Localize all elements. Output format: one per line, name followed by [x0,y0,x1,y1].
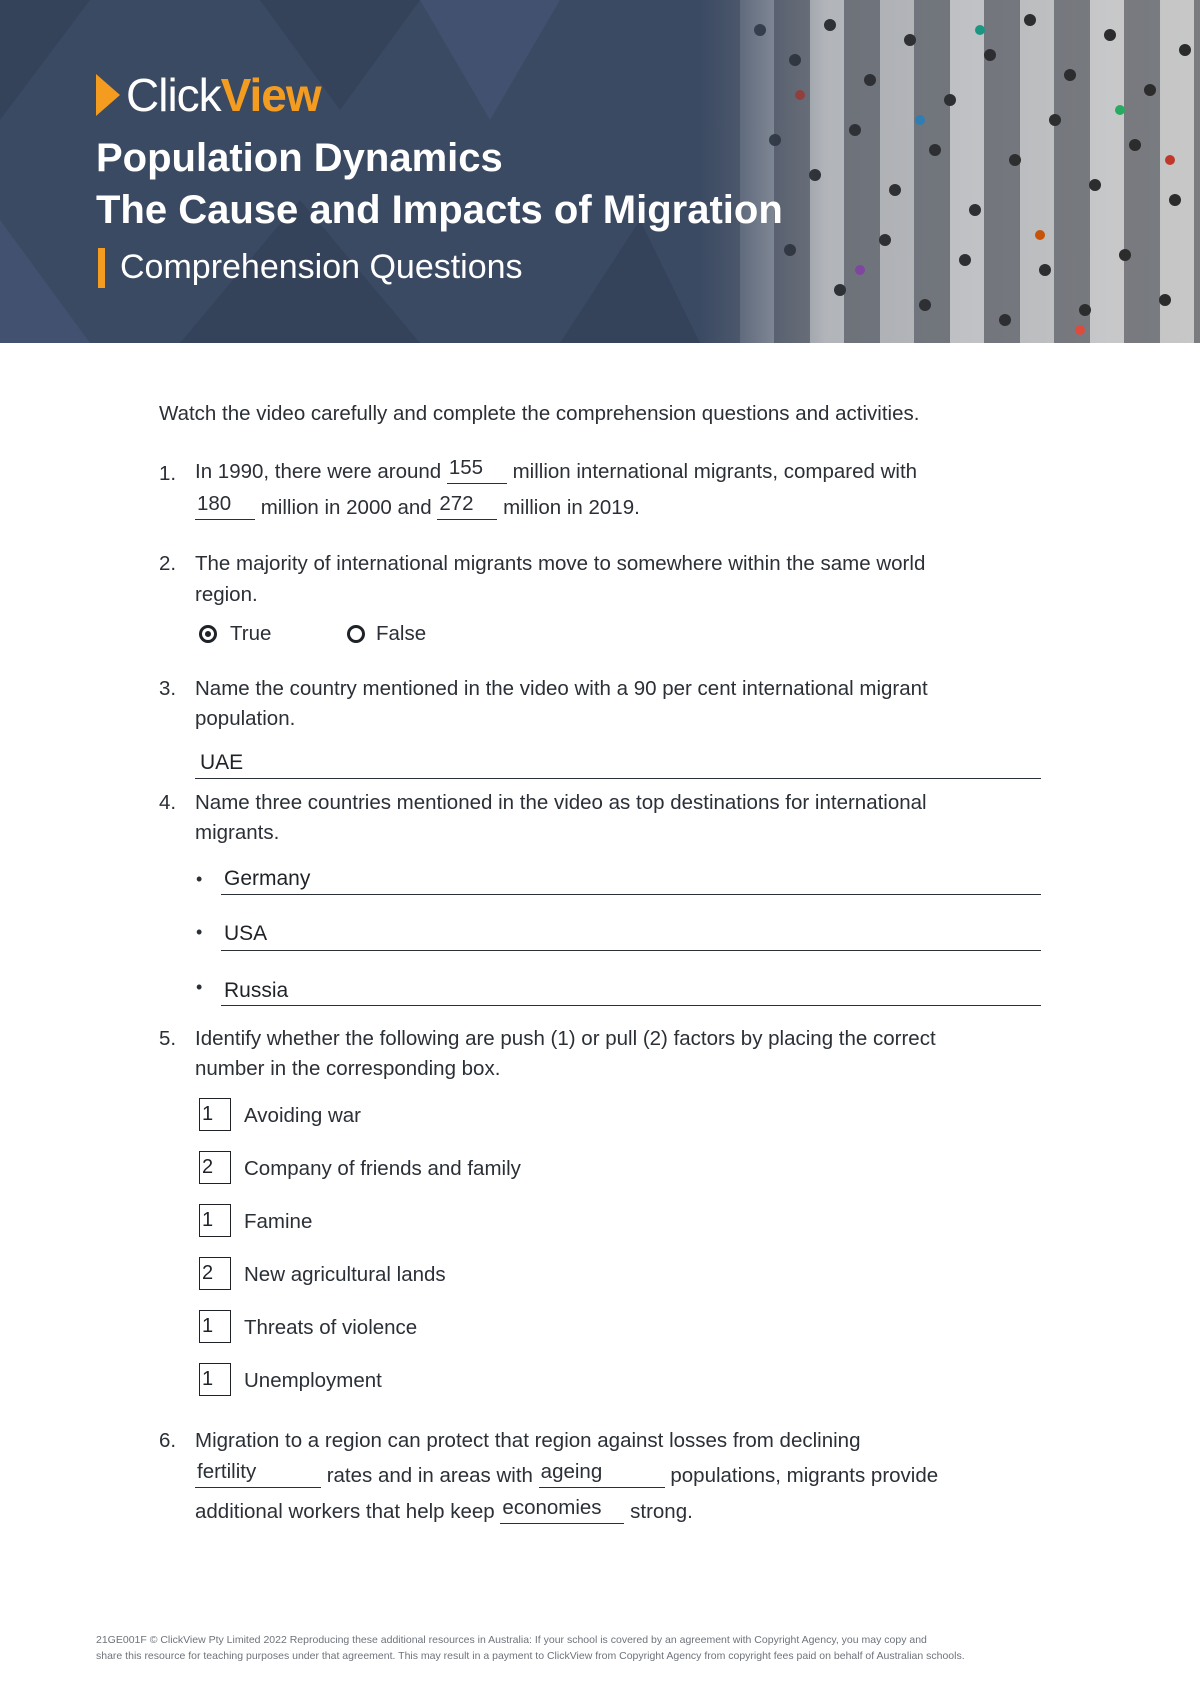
q3-answer[interactable]: UAE [200,751,244,774]
q5-line1: Identify whether the following are push (1) or pull (2) factors by placing the correct [195,1027,936,1050]
q4-line2: migrants. [195,821,280,844]
q4-answer-1[interactable]: Germany [224,867,311,890]
footer-line-2: share this resource for teaching purposes under that agreement. This may result in a payment to ClickView from Copyright Agency from copyright fees paid on behalf of Australian schools. [96,1650,965,1662]
q5-label-1: Avoiding war [244,1104,361,1127]
q5-line2: number in the corresponding box. [195,1057,501,1080]
q4-answer-line-3 [221,1005,1041,1006]
q6-text-5: strong. [630,1500,693,1523]
q1-answer-2019[interactable] [437,492,497,520]
q5-label-2: Company of friends and family [244,1157,521,1180]
radio-true[interactable] [199,625,217,643]
q5-box-4[interactable]: 2 [199,1257,231,1290]
header-banner [0,0,1200,343]
footer-copyright [96,1632,1116,1664]
clickview-logo [96,69,321,121]
q6-answer3-text: economies [502,1496,602,1519]
subtitle: Comprehension Questions [120,248,523,286]
q3-number: 3. [159,677,177,700]
logo-view-text: View [220,69,321,121]
q5-box-1[interactable]: 1 [199,1098,231,1131]
crowd-photo [700,0,1200,343]
q5-label-4: New agricultural lands [244,1263,446,1286]
q2-line1: The majority of international migrants move to somewhere within the same world [195,552,926,575]
footer-line-1: 21GE001F © ClickView Pty Limited 2022 Reproducing these additional resources in Australia: If your school is covered by an agreement with Copyright Agency, you may copy and [96,1634,927,1646]
q6-answer-economies[interactable] [500,1496,624,1524]
q6-line3 [195,1496,693,1524]
q5-number: 5. [159,1027,177,1050]
q2-number: 2. [159,552,177,575]
q1-answer1-text: 155 [448,456,484,479]
q1-text-3: million in 2000 and [260,496,432,519]
bullet-icon: • [196,922,203,942]
q6-line2 [195,1460,939,1488]
radio-true-dot [205,631,211,637]
q5-box-2[interactable]: 2 [199,1151,231,1184]
intro-text: Watch the video carefully and complete the comprehension questions and activities. [159,402,920,425]
radio-false-label: False [376,622,427,645]
q1-text-2: million international migrants, compared with [512,460,918,483]
q3-answer-line [195,778,1041,779]
q3-line1: Name the country mentioned in the video with a 90 per cent international migrant [195,677,928,700]
q5-label-3: Famine [244,1210,313,1233]
q6-number: 6. [159,1429,177,1452]
radio-true-label: True [230,622,272,645]
q6-answer-fertility[interactable] [195,1460,321,1488]
q6-text-3: populations, migrants provide [670,1464,939,1487]
play-icon [96,74,120,116]
q4-answer-3[interactable]: Russia [224,979,289,1002]
q1-number: 1. [159,462,177,485]
q6-line1: Migration to a region can protect that region against losses from declining [195,1429,861,1452]
title-line-2: The Cause and Impacts of Migration [96,188,783,232]
q1-line2 [195,492,640,520]
q6-answer2-text: ageing [540,1460,603,1483]
title-line-1: Population Dynamics [96,136,503,180]
q1-line1 [195,456,918,484]
q2-line2: region. [195,583,258,606]
q1-text-1: In 1990, there were around [195,460,442,483]
q6-answer-ageing[interactable] [539,1460,665,1488]
q1-answer3-text: 272 [439,492,474,515]
q4-answer-line-2 [221,950,1041,951]
q6-text-4: additional workers that help keep [195,1500,495,1523]
q1-answer-1990[interactable] [447,456,507,484]
subtitle-accent-bar [98,248,105,288]
q6-text-2: rates and in areas with [326,1464,533,1487]
q4-line1: Name three countries mentioned in the video as top destinations for international [195,791,927,814]
logo-click-text: Click [126,69,221,121]
bullet-icon: • [196,869,203,889]
q5-box-6[interactable]: 1 [199,1363,231,1396]
q3-line2: population. [195,707,296,730]
radio-false[interactable] [347,625,365,643]
q1-answer-2000[interactable] [195,492,255,520]
bullet-icon: • [196,977,203,997]
q5-label-6: Unemployment [244,1369,382,1392]
q5-box-5[interactable]: 1 [199,1310,231,1343]
q5-label-5: Threats of violence [244,1316,418,1339]
q4-number: 4. [159,791,177,814]
q1-text-4: million in 2019. [503,496,640,519]
q1-answer2-text: 180 [197,492,232,515]
q4-answer-2[interactable]: USA [224,922,268,945]
q4-answer-line-1 [221,894,1041,895]
q5-box-3[interactable]: 1 [199,1204,231,1237]
q6-answer1-text: fertility [197,1460,257,1483]
